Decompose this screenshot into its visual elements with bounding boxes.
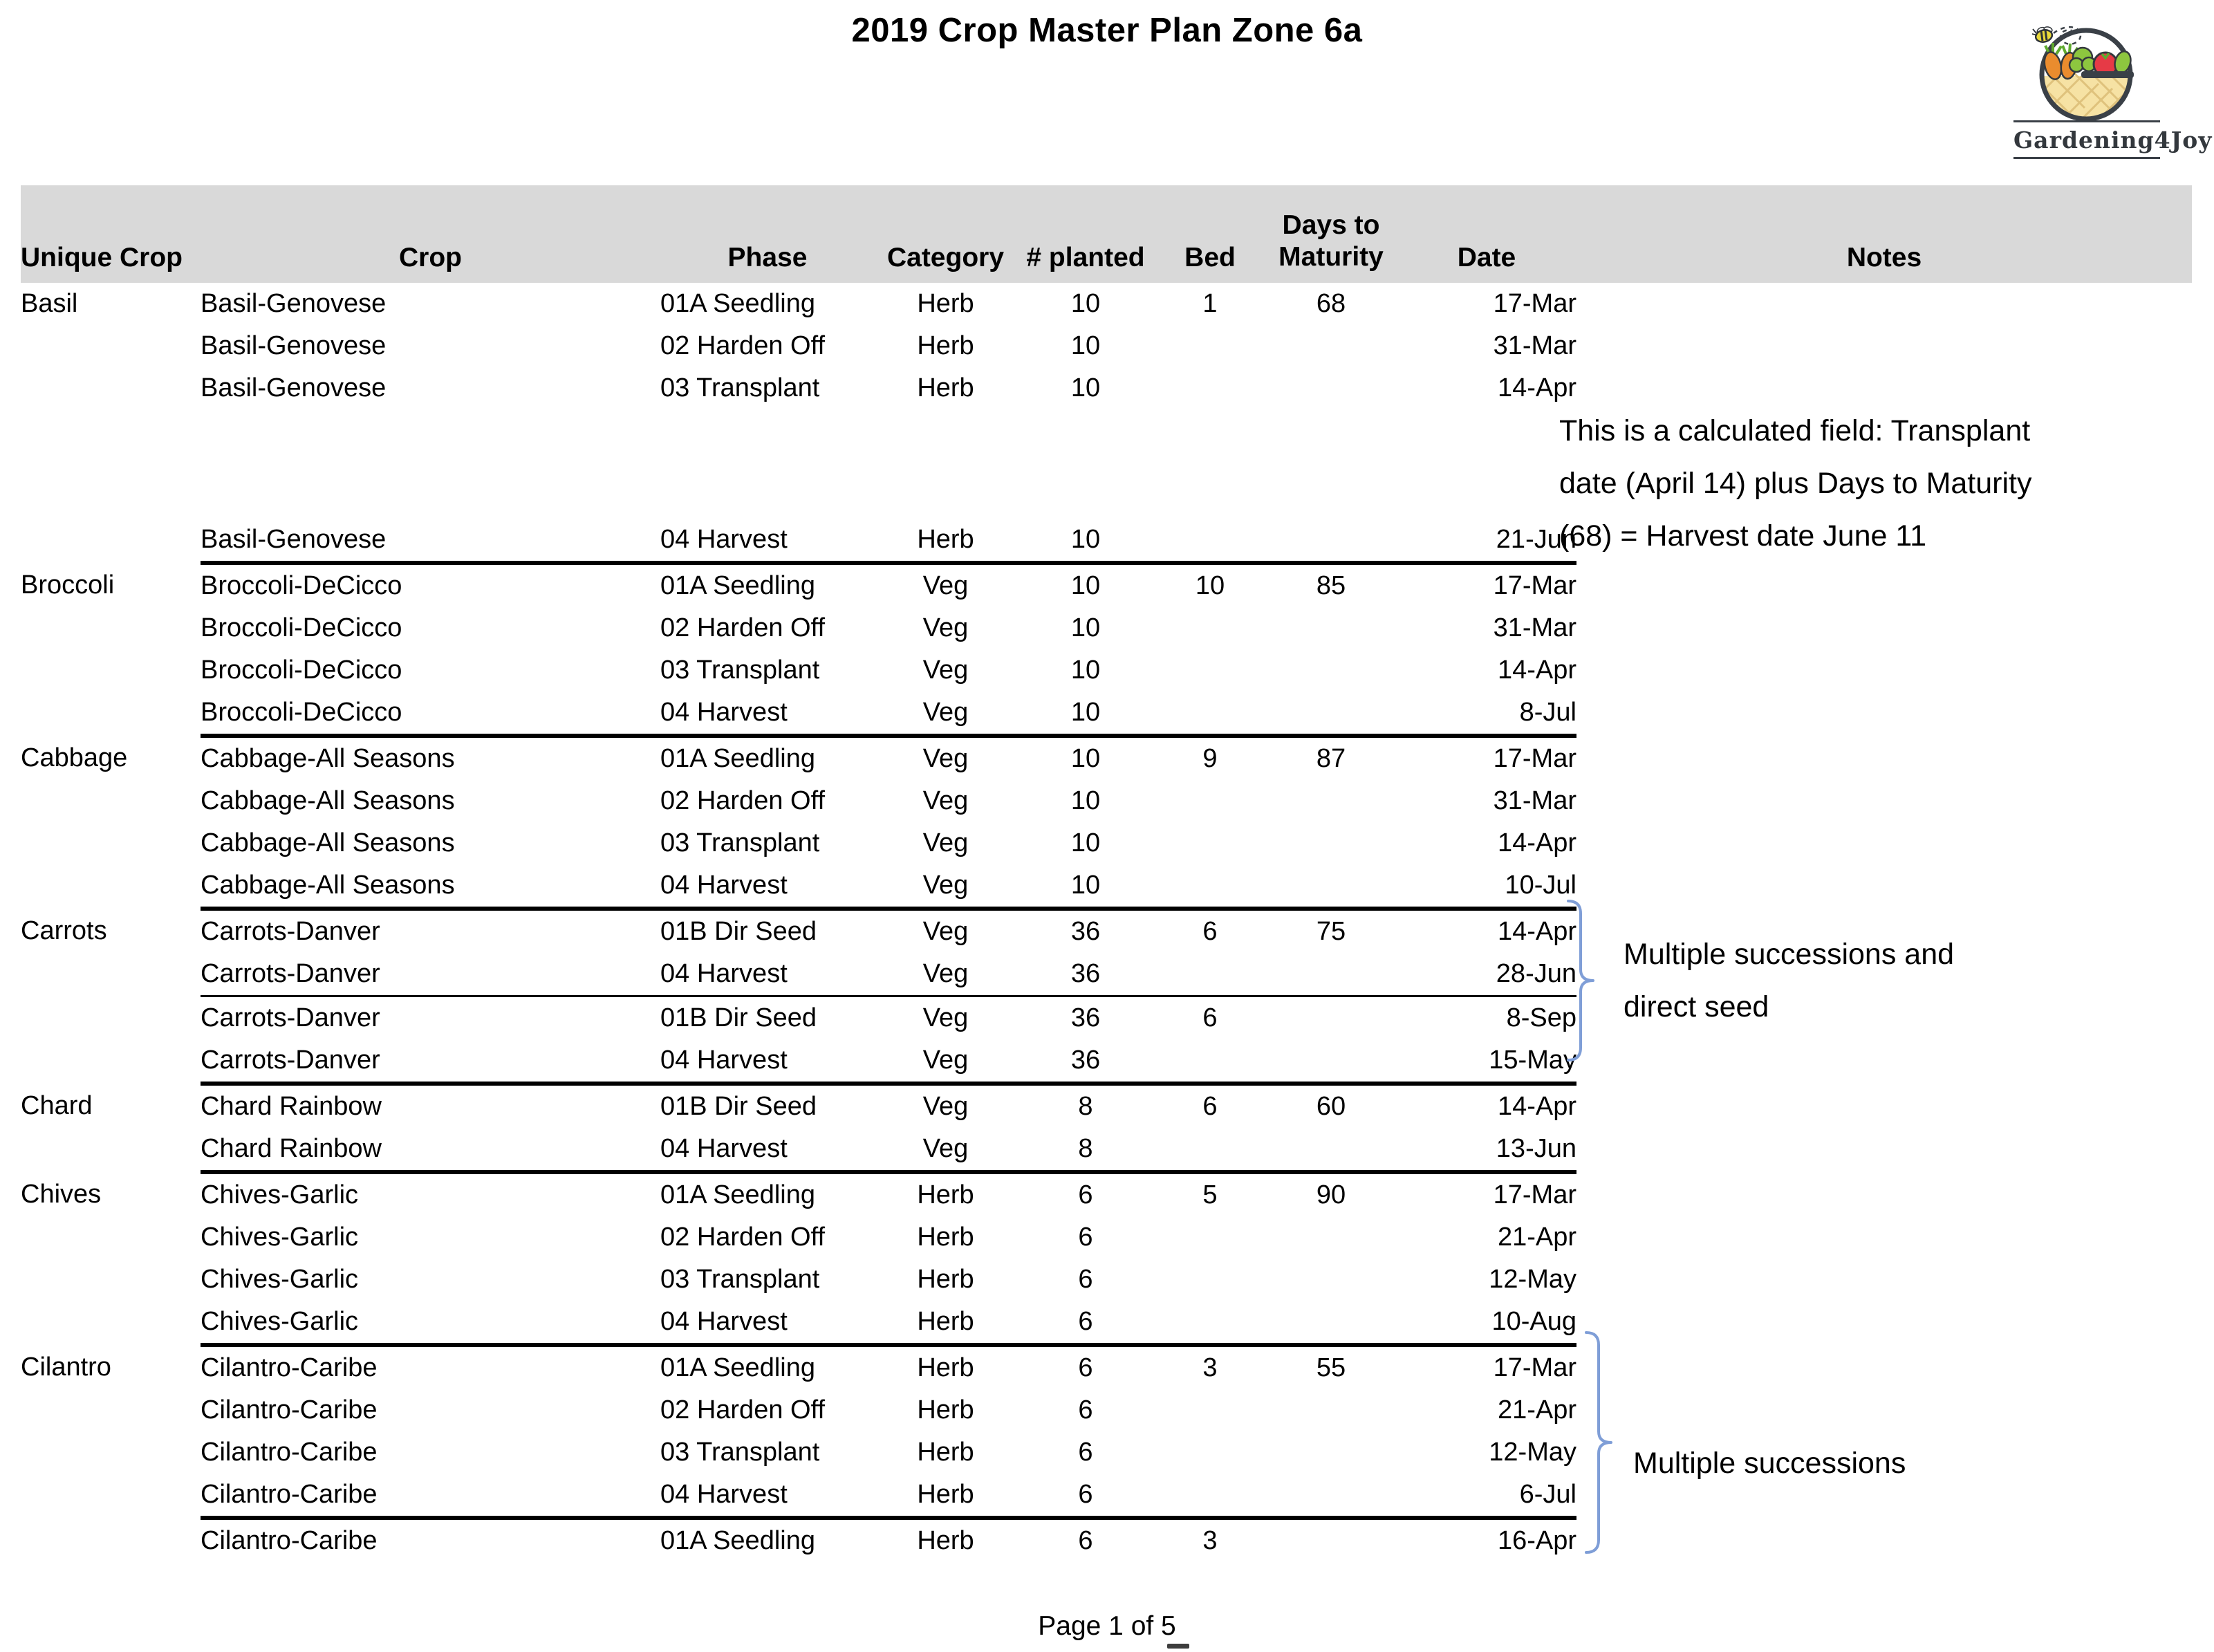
table-cell (21, 1301, 201, 1345)
table-row (21, 692, 2192, 736)
table-cell: 02 Harden Off (660, 613, 826, 642)
table-cell: Chives-Garlic (201, 1180, 359, 1209)
table-cell: 10 (1070, 828, 1101, 857)
table-cell: Broccoli-DeCicco (201, 692, 660, 736)
table-cell: Basil-Genovese (201, 373, 387, 402)
table-cell: Herb (875, 1474, 1016, 1518)
header-unique-crop: Unique Crop (21, 185, 201, 283)
table-cell: 10 (1070, 289, 1101, 318)
table-cell (1576, 692, 2192, 736)
table-cell (1576, 649, 2192, 692)
table-row (21, 1259, 2192, 1301)
table-cell (1576, 1345, 2192, 1389)
table-cell: 10 (1070, 571, 1101, 600)
table-cell: 04 Harvest (660, 1128, 875, 1172)
table-cell: 1 (1202, 289, 1218, 318)
table-cell: Veg (922, 917, 969, 946)
page-footer: Page 1 of 5 (1038, 1611, 1176, 1641)
table-row (21, 563, 2192, 607)
table-cell (21, 1039, 201, 1084)
table-cell: Carrots (21, 916, 107, 945)
table-cell: 02 Harden Off (660, 1223, 826, 1252)
table-cell (1155, 953, 1265, 996)
table-cell: Veg (875, 953, 1016, 996)
table-cell: Herb (917, 289, 974, 318)
table-cell (21, 367, 201, 409)
table-cell: 04 Harvest (660, 864, 875, 909)
table-cell: 31-Mar (1493, 786, 1576, 815)
table-cell: Carrots-Danver (201, 953, 660, 996)
table-cell: 01A Seedling (660, 744, 815, 773)
table-cell: 6 (1202, 917, 1218, 946)
table-cell (1576, 1039, 2192, 1084)
header-maturity-line1: Days to (1282, 210, 1380, 240)
table-cell: 10 (1070, 331, 1101, 360)
table-cell (21, 953, 201, 996)
table-cell (1576, 1301, 2192, 1345)
carrots-brace-icon (1560, 898, 1597, 1064)
table-cell (1155, 325, 1265, 367)
table-cell: Veg (922, 1003, 969, 1032)
table-cell: Cabbage (21, 743, 128, 772)
table-cell: 6-Jul (1397, 1474, 1576, 1518)
table-row (21, 1084, 2192, 1128)
table-cell (1576, 1389, 2192, 1431)
table-row (21, 864, 2192, 909)
table-row (21, 1216, 2192, 1259)
table-cell: 87 (1316, 744, 1346, 773)
table-cell: 03 Transplant (660, 828, 820, 857)
table-cell: 01A Seedling (660, 289, 815, 318)
table-cell: 13-Jun (1397, 1128, 1576, 1172)
table-cell: 5 (1202, 1180, 1218, 1209)
table-cell: 03 Transplant (660, 656, 820, 685)
table-cell (1265, 1259, 1397, 1301)
table-cell: 14-Apr (1497, 656, 1576, 685)
table-cell (21, 607, 201, 649)
table-cell: 14-Apr (1497, 828, 1576, 857)
table-cell: 10 (1070, 656, 1101, 685)
table-cell (1576, 1259, 2192, 1301)
table-cell: 01A Seedling (660, 1526, 815, 1555)
table-cell (1576, 864, 2192, 909)
header-phase: Phase (660, 185, 875, 283)
table-cell: Basil-Genovese (201, 519, 660, 563)
table-cell (21, 692, 201, 736)
table-cell (21, 649, 201, 692)
note-line: date (April 14) plus Days to Maturity (1559, 467, 2032, 500)
table-cell: 36 (1070, 917, 1101, 946)
table-cell (1155, 519, 1265, 563)
table-cell: 17-Mar (1493, 571, 1576, 600)
table-cell (1155, 1259, 1265, 1301)
header-planted: # planted (1016, 185, 1155, 283)
table-cell: 01A Seedling (660, 571, 815, 600)
table-cell (1265, 1431, 1397, 1474)
header-category: Category (875, 185, 1016, 283)
table-cell: Broccoli-DeCicco (201, 571, 402, 600)
table-cell: 03 Transplant (660, 373, 820, 402)
table-row (21, 325, 2192, 367)
table-cell (1155, 1431, 1265, 1474)
table-cell (1576, 1172, 2192, 1216)
table-cell: Herb (917, 1180, 974, 1209)
table-cell: 21-Apr (1497, 1395, 1576, 1424)
table-cell: 02 Harden Off (660, 786, 826, 815)
table-cell: 03 Transplant (660, 1265, 820, 1294)
table-cell (21, 864, 201, 909)
table-cell (1155, 1301, 1265, 1345)
table-cell: 10 (1070, 373, 1101, 402)
table-cell: 14-Apr (1497, 1092, 1576, 1121)
table-row (21, 1389, 2192, 1431)
table-cell: 8 (1078, 1092, 1093, 1121)
table-cell: Herb (875, 519, 1016, 563)
table-cell: 17-Mar (1493, 744, 1576, 773)
table-row (21, 822, 2192, 864)
table-cell: Veg (875, 1039, 1016, 1084)
table-row (21, 1039, 2192, 1084)
table-cell: Herb (917, 1395, 974, 1424)
table-cell: 9 (1202, 744, 1218, 773)
table-cell: 16-Apr (1497, 1526, 1576, 1555)
table-cell: Veg (922, 744, 969, 773)
table-cell: Chives-Garlic (201, 1265, 359, 1294)
table-cell (1576, 1084, 2192, 1128)
table-cell: 02 Harden Off (660, 331, 826, 360)
table-cell (21, 780, 201, 822)
table-cell: 10-Jul (1397, 864, 1576, 909)
table-cell (1576, 563, 2192, 607)
table-cell: 31-Mar (1493, 331, 1576, 360)
table-cell: Cabbage-All Seasons (201, 864, 660, 909)
table-cell: 10 (1016, 519, 1155, 563)
table-cell (1265, 649, 1397, 692)
table-row (21, 736, 2192, 780)
table-cell (1155, 1128, 1265, 1172)
table-cell: Carrots-Danver (201, 917, 380, 946)
table-cell: 6 (1078, 1438, 1093, 1467)
table-cell: 17-Mar (1493, 1180, 1576, 1209)
table-cell: 6 (1078, 1180, 1093, 1209)
table-cell: Veg (922, 656, 969, 685)
table-cell: 04 Harvest (660, 1039, 875, 1084)
table-cell: 01A Seedling (660, 1353, 815, 1382)
table-cell: Broccoli-DeCicco (201, 613, 402, 642)
table-cell (1155, 822, 1265, 864)
table-cell: Cilantro (21, 1352, 111, 1382)
table-row (21, 1301, 2192, 1345)
table-cell: 6 (1078, 1265, 1093, 1294)
table-cell: 8-Sep (1506, 1003, 1576, 1032)
table-cell: Cilantro-Caribe (201, 1526, 378, 1555)
table-cell: Veg (875, 1128, 1016, 1172)
table-cell: 01B Dir Seed (660, 917, 817, 946)
bee-icon (2032, 26, 2054, 44)
table-cell (1576, 822, 2192, 864)
table-cell (21, 1431, 201, 1474)
table-cell: Veg (875, 864, 1016, 909)
table-cell: Herb (917, 1265, 974, 1294)
table-cell: Cabbage-All Seasons (201, 786, 455, 815)
header-bed: Bed (1155, 185, 1265, 283)
table-cell: Veg (922, 613, 969, 642)
table-row (21, 1172, 2192, 1216)
table-cell: 36 (1070, 1003, 1101, 1032)
table-cell (1265, 780, 1397, 822)
header-days-to-maturity (1265, 185, 1397, 283)
table-cell (1265, 996, 1397, 1040)
table-cell: 17-Mar (1493, 289, 1576, 318)
table-row (21, 607, 2192, 649)
crop-table (21, 185, 2192, 1562)
table-row (21, 1518, 2192, 1562)
table-cell: 10 (1070, 744, 1101, 773)
table-cell (1265, 864, 1397, 909)
table-cell: 04 Harvest (660, 953, 875, 996)
table-cell (1155, 1216, 1265, 1259)
table-row (21, 283, 2192, 325)
table-cell (1576, 736, 2192, 780)
header-notes: Notes (1576, 185, 2192, 283)
table-cell: Chard Rainbow (201, 1092, 382, 1121)
table-cell: 14-Apr (1497, 373, 1576, 402)
table-row (21, 1128, 2192, 1172)
table-cell: 10 (1195, 571, 1225, 600)
table-cell: Chives (21, 1179, 102, 1209)
table-cell: Cilantro-Caribe (201, 1438, 378, 1467)
basket-rim-bar (2081, 71, 2134, 78)
table-cell (1155, 367, 1265, 409)
table-cell: Herb (917, 1353, 974, 1382)
table-cell: 55 (1316, 1353, 1346, 1382)
table-cell: Veg (922, 571, 969, 600)
table-cell (1576, 1518, 2192, 1562)
table-cell: 21-Apr (1497, 1223, 1576, 1252)
fine-print-mark (1167, 1644, 1189, 1649)
table-cell: Carrots-Danver (201, 1039, 660, 1084)
table-cell: 31-Mar (1493, 613, 1576, 642)
table-cell: 75 (1316, 917, 1346, 946)
table-cell: 6 (1016, 1301, 1155, 1345)
table-row (21, 367, 2192, 409)
table-cell: Veg (922, 828, 969, 857)
table-cell (1576, 283, 2192, 325)
table-cell (21, 325, 201, 367)
table-cell (1576, 325, 2192, 367)
table-cell (1265, 1518, 1397, 1562)
table-cell: 17-Mar (1493, 1353, 1576, 1382)
note-line: (68) = Harvest date June 11 (1559, 519, 1927, 553)
table-cell (1155, 692, 1265, 736)
brand-name: Gardening4Joy (2013, 120, 2160, 159)
table-cell (21, 1474, 201, 1518)
table-cell: 03 Transplant (660, 1438, 820, 1467)
table-cell: 10 (1070, 786, 1101, 815)
table-cell: 6 (1078, 1395, 1093, 1424)
table-cell (21, 1216, 201, 1259)
cilantro-brace-icon (1578, 1329, 1615, 1556)
table-cell (21, 822, 201, 864)
table-cell (21, 519, 201, 563)
table-cell: Carrots-Danver (201, 1003, 380, 1032)
table-cell: 8 (1016, 1128, 1155, 1172)
table-cell: Cilantro-Caribe (201, 1474, 660, 1518)
table-cell (1576, 780, 2192, 822)
table-cell: 6 (1202, 1092, 1218, 1121)
table-cell: 01A Seedling (660, 1180, 815, 1209)
table-cell (1576, 1216, 2192, 1259)
table-cell: 60 (1316, 1092, 1346, 1121)
table-row (21, 649, 2192, 692)
table-cell: 28-Jun (1397, 953, 1576, 996)
table-cell: 15-May (1397, 1039, 1576, 1084)
table-cell: Herb (917, 331, 974, 360)
note-line: Multiple successions and (1624, 938, 1955, 971)
table-cell: 04 Harvest (660, 519, 875, 563)
table-cell: 6 (1016, 1474, 1155, 1518)
table-cell: 6 (1078, 1526, 1093, 1555)
table-cell: 6 (1202, 1003, 1218, 1032)
table-cell: 90 (1316, 1180, 1346, 1209)
table-cell: 10 (1016, 864, 1155, 909)
note-line: This is a calculated field: Transplant (1559, 414, 2031, 447)
table-cell: Broccoli-DeCicco (201, 656, 402, 685)
table-cell: 01B Dir Seed (660, 1092, 817, 1121)
table-row (21, 1345, 2192, 1389)
table-cell (1155, 1389, 1265, 1431)
header-date: Date (1397, 185, 1576, 283)
table-cell: 8-Jul (1397, 692, 1576, 736)
table-cell: Veg (922, 786, 969, 815)
table-cell: 01B Dir Seed (660, 1003, 817, 1032)
table-cell: Broccoli (21, 570, 115, 600)
table-cell (1265, 1128, 1397, 1172)
cilantro-note: Multiple successions (1633, 1447, 1906, 1480)
table-cell (1155, 780, 1265, 822)
carrots-note (1624, 928, 1954, 1033)
table-cell: Chard Rainbow (201, 1128, 660, 1172)
note-line: direct seed (1624, 990, 1769, 1023)
table-cell: 36 (1016, 953, 1155, 996)
table-cell: Chard (21, 1090, 93, 1120)
table-cell: 6 (1078, 1223, 1093, 1252)
table-cell (21, 1259, 201, 1301)
table-cell: Chives-Garlic (201, 1223, 359, 1252)
table-cell: Herb (917, 1526, 974, 1555)
header-crop: Crop (201, 185, 660, 283)
table-cell (1265, 325, 1397, 367)
table-cell (1265, 692, 1397, 736)
table-cell: 6 (1078, 1353, 1093, 1382)
table-cell: 04 Harvest (660, 1474, 875, 1518)
table-cell (21, 1128, 201, 1172)
table-cell: 04 Harvest (660, 1301, 875, 1345)
table-cell (21, 996, 201, 1040)
table-cell (1265, 1039, 1397, 1084)
table-cell (1155, 1039, 1265, 1084)
page-title: 2019 Crop Master Plan Zone 6a (851, 12, 1363, 49)
table-cell (1155, 607, 1265, 649)
table-cell (21, 1518, 201, 1562)
table-cell: 02 Harden Off (660, 1395, 826, 1424)
table-cell: 12-May (1489, 1265, 1576, 1294)
table-cell: Cilantro-Caribe (201, 1395, 378, 1424)
table-cell: Herb (917, 1223, 974, 1252)
table-cell (1265, 1216, 1397, 1259)
table-cell (1265, 1474, 1397, 1518)
table-cell: 14-Apr (1497, 917, 1576, 946)
table-cell: 12-May (1489, 1438, 1576, 1467)
table-cell: 10 (1016, 692, 1155, 736)
table-cell (1265, 607, 1397, 649)
table-cell (1576, 1128, 2192, 1172)
table-cell: 04 Harvest (660, 692, 875, 736)
table-cell (1265, 1389, 1397, 1431)
table-cell (1576, 607, 2192, 649)
table-cell: Herb (917, 373, 974, 402)
table-cell (1155, 864, 1265, 909)
table-cell (1576, 367, 2192, 409)
table-cell: 85 (1316, 571, 1346, 600)
table-cell (21, 1389, 201, 1431)
table-cell: Herb (875, 1301, 1016, 1345)
table-cell: Herb (917, 1438, 974, 1467)
table-cell (1265, 519, 1397, 563)
table-cell: Basil (21, 289, 78, 318)
table-cell (1265, 1301, 1397, 1345)
table-cell (1265, 367, 1397, 409)
table-cell: 21-Jun (1397, 519, 1576, 563)
table-cell (1265, 822, 1397, 864)
table-cell: 68 (1316, 289, 1346, 318)
table-header (21, 185, 2192, 283)
table-cell: Basil-Genovese (201, 289, 387, 318)
table-cell (1155, 1474, 1265, 1518)
table-cell: 36 (1016, 1039, 1155, 1084)
table-cell: Cabbage-All Seasons (201, 828, 455, 857)
table-cell: Cilantro-Caribe (201, 1353, 378, 1382)
table-cell: 3 (1202, 1526, 1218, 1555)
table-cell: 10-Aug (1397, 1301, 1576, 1345)
table-cell: Cabbage-All Seasons (201, 744, 455, 773)
brand-logo (2005, 4, 2213, 163)
header-maturity-line2: Maturity (1278, 242, 1384, 272)
table-cell: 10 (1070, 613, 1101, 642)
table-cell (1155, 649, 1265, 692)
calculated-field-note (1559, 405, 2032, 562)
table-cell: Chives-Garlic (201, 1301, 660, 1345)
table-cell: Basil-Genovese (201, 331, 387, 360)
table-cell: 3 (1202, 1353, 1218, 1382)
table-cell: Veg (922, 1092, 969, 1121)
table-cell (1265, 953, 1397, 996)
table-row (21, 780, 2192, 822)
table-cell: Veg (875, 692, 1016, 736)
